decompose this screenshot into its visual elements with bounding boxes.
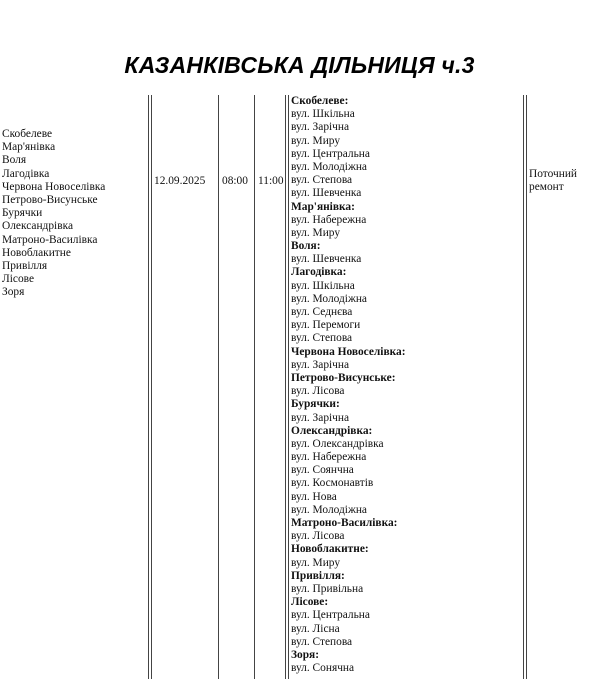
settlement-item: Олександрівка (2, 220, 74, 233)
settlement-heading: Бурячки: (291, 398, 340, 411)
street-item: вул. Шкільна (291, 108, 355, 121)
street-item: вул. Молодіжна (291, 292, 367, 305)
street-item: вул. Шевченка (291, 253, 362, 266)
street-item: вул. Набережна (291, 213, 367, 226)
work-type-line: Поточний (529, 168, 578, 180)
column-divider (285, 95, 289, 679)
street-item: вул. Седнєва (291, 306, 353, 318)
street-item: вул. Нова (291, 490, 337, 503)
time-from: 08:00 (222, 175, 248, 187)
street-item: вул. Космонавтів (291, 477, 374, 490)
settlement-item: Бурячки (2, 207, 43, 220)
settlement-item: Мар'янівка (2, 141, 56, 154)
settlement-heading: Лісове: (291, 596, 329, 609)
street-item: вул. Центральна (291, 609, 370, 622)
settlement-heading: Олександрівка: (291, 424, 373, 437)
page-title: КАЗАНКІВСЬКА ДІЛЬНИЦЯ ч.3 (124, 52, 475, 78)
street-item: вул. Зарічна (291, 411, 350, 424)
settlement-heading: Матроно-Василівка: (291, 517, 398, 529)
street-item: вул. Миру (291, 134, 341, 147)
settlement-heading: Скобелеве: (291, 95, 349, 107)
work-type-line: ремонт (529, 181, 564, 194)
settlement-item: Лісове (2, 273, 35, 286)
street-item: вул. Лісова (291, 385, 345, 398)
street-item: вул. Лісна (291, 622, 340, 635)
settlement-item: Воля (2, 154, 27, 167)
street-item: вул. Степова (291, 635, 353, 648)
settlement-item: Новоблакитне (2, 246, 71, 259)
outage-date: 12.09.2025 (154, 175, 206, 187)
settlement-heading: Лагодівка: (291, 266, 347, 279)
street-item: вул. Миру (291, 226, 341, 239)
column-divider (148, 95, 152, 679)
settlement-item: Лагодівка (2, 167, 50, 180)
settlement-heading: Воля: (291, 240, 321, 253)
time-to: 11:00 (258, 175, 284, 187)
settlement-heading: Петрово-Висунське: (291, 371, 396, 384)
settlement-item: Петрово-Висунське (2, 193, 98, 206)
street-item: вул. Миру (291, 556, 341, 569)
street-item: вул. Сонячна (291, 662, 355, 675)
street-item: вул. Олександрівка (291, 437, 384, 450)
street-item: вул. Лісова (291, 530, 345, 543)
settlement-item: Скобелеве (2, 128, 53, 140)
settlement-heading: Зоря: (291, 648, 319, 661)
settlement-heading: Привілля: (291, 569, 345, 582)
streets-cell (291, 95, 406, 675)
street-item: вул. Степова (291, 174, 353, 187)
street-item: вул. Центральна (291, 147, 370, 160)
street-item: вул. Молодіжна (291, 503, 367, 516)
column-divider (254, 95, 255, 679)
column-divider (218, 95, 219, 679)
street-item: вул. Зарічна (291, 358, 350, 371)
settlement-heading: Червона Новоселівка: (291, 345, 406, 358)
street-item: вул. Перемоги (291, 319, 361, 332)
settlement-item: Привілля (2, 259, 48, 272)
settlement-item: Матроно-Василівка (2, 233, 98, 246)
street-item: вул. Соянчна (291, 464, 354, 477)
street-item: вул. Шкільна (291, 279, 355, 292)
street-item: вул. Шевченка (291, 187, 362, 200)
settlement-heading: Мар'янівка: (291, 200, 355, 213)
settlement-item: Червона Новоселівка (2, 180, 106, 193)
work-type-cell (529, 168, 577, 195)
street-item: вул. Зарічна (291, 121, 350, 134)
street-item: вул. Привільна (291, 582, 364, 595)
street-item: вул. Степова (291, 332, 353, 345)
settlement-heading: Новоблакитне: (291, 543, 369, 556)
street-item: вул. Набережна (291, 451, 367, 464)
column-divider (523, 95, 527, 679)
street-item: вул. Молодіжна (291, 160, 367, 173)
settlement-item: Зоря (2, 286, 25, 299)
settlements-cell (2, 128, 105, 299)
